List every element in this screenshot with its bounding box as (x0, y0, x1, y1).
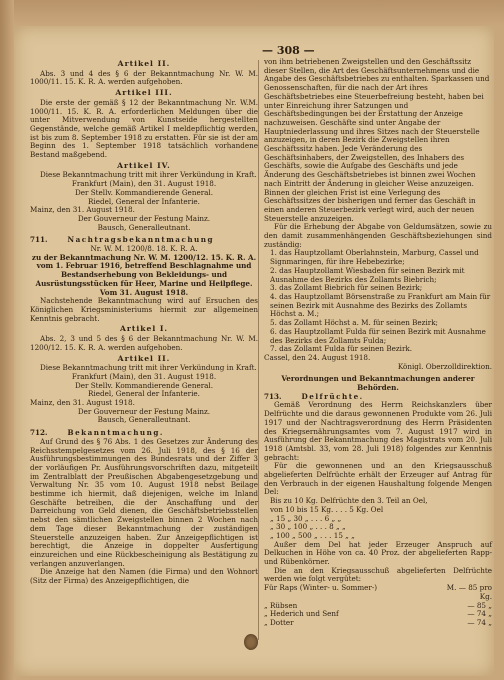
paragraph: Die erste der gemäß § 12 der Bekanntmachung Nr. W.M. 1000/11. 15. K. R. A. erforderlichen Meldungen über die unter Mitverwendung von Kunstseide hergestellten Gegenstände, welche gemäß Artikel I meldepflichtig werden, ist bis zum 8. September 1918 zu erstatten. Für sie ist der am Beginn des 1. September 1918 tatsächlich vorhandene Bestand maßgebend. (30, 97, 258, 160)
section-title: Delfrüchte. (301, 391, 364, 401)
centered-line: Riedel, General der Infanterie. (88, 389, 200, 399)
list-item: 4. das Hauptzollamt Börsenstraße zu Frankfurt am Main für seinen Bezirk mit Ausnahme des Bezirks des Zollamts Höchst a. M.; (270, 291, 491, 319)
centered-line: Der Stellv. Kommandierende General. (74, 380, 214, 390)
centered-line: Der Stellv. Kommandierende General. (74, 187, 214, 197)
list-item: „ 30 „ 100 „ . . . 8 „ „ (270, 522, 346, 532)
price-item: „ Rübsen (264, 600, 298, 610)
paragraph: Die an den Kriegsausschuß abgelieferten Delfrüchte werden wie folgt vergütet: (264, 565, 492, 584)
paragraph: Diese Bekanntmachung tritt mit ihrer Verkündung in Kraft. (40, 170, 257, 180)
page-top-margin (0, 0, 504, 26)
centered-line: Bausch, Generalleutnant. (97, 415, 191, 425)
centered-line: Nr. W. M. 1200/8. 18. K. R. A. (90, 244, 198, 254)
paragraph: Außer dem Del hat jeder Erzeuger Anspruch auf Delkuchen in Höhe von ca. 40 Proz. der abgelieferten Rapp- und Rübenkörner. (264, 539, 492, 567)
paragraph: Nachstehende Bekanntmachung wird auf Ersuchen des Königlichen Kriegsministeriums hiermit zur allgemeinen Kenntnis gebracht. (30, 296, 258, 323)
price-item: Für Raps (Winter- u. Sommer-) (264, 583, 378, 593)
paragraph: Abs. 2, 3 und 5 des § 6 der Bekanntmachung Nr. W. M. 1200/12. 15. K. R. A. werden aufgehoben. (30, 334, 258, 352)
list-item: 1. das Hauptzollamt Oberlahnstein, Marburg, Cassel und Signmaringen, für ihre Hebebezirke; (270, 248, 479, 267)
centered-line: Frankfurt (Main), den 31. August 1918. (71, 371, 217, 381)
list-item: 5. das Zollamt Höchst a. M. für seinen Bezirk; (270, 318, 438, 328)
price-value: — 74 „ (467, 609, 492, 619)
dateline: Mainz, den 31. August 1918. (30, 205, 135, 215)
section-number: 712. (30, 428, 48, 438)
price-row (264, 619, 492, 628)
section-number: 711. (30, 235, 48, 245)
article-heading: Artikel II. (117, 59, 171, 68)
centered-line: Riedel, General der Infanterie. (88, 196, 200, 206)
section-title: Nachtragsbekanntmachung (67, 235, 215, 245)
paragraph: Abs. 3 und 4 des § 6 der Bekanntmachung Nr. W. M. 1000/11. 15. K. R. A. werden aufgehoben. (30, 68, 258, 87)
paragraph: Diese Bekanntmachung tritt mit ihrer Verkündung in Kraft. (40, 363, 257, 373)
centered-line: zu der Bekanntmachung Nr. W. M. 1200/12. 15. K. R. A. vom 1. Februar 1916, betreffend Beschlagnahme und Bestandserhebung von Bekleidungs- und Ausrüstungsstücken für Heer, Marine und Heilpflege. (31, 252, 257, 288)
article-heading: Artikel I. (119, 324, 169, 334)
price-row (264, 610, 492, 619)
left-column (30, 58, 258, 586)
page-number: — 308 — (262, 44, 315, 57)
paragraph: Auf Grund des § 76 Abs. 1 des Gesetzes zur Änderung des Reichsstempelgesetzes vom 26. Juli 1918, des § 16 der Ausführungsbestimmungen des Bundesrats und der Ziffer 3 der vorläufigen Pr. Ausführungsvorschriften dazu, mitgeteilt im Zentralblatt der Preußischen Abgabengesetzgebung und Verwaltung Nr. 35 vom 10. August 1918 nebst Beilage bestimme ich hiermit, daß diejenigen, welche im Inland Geschäfte betreiben, die der Anschaffung und der Darreichung von Geld dienen, die Geschäftsbetriebsstellen nebst den sämtlichen Zweigstellen binnen 2 Wochen nach dem Tage dieser Bekanntmachung der zuständigen Steuerstelle anzuzeigen haben. Zur Anzeigepflichtigen ist berechtigt, die Anzeige in doppelter Ausfertigung einzureichen und eine Rückbescheinigung als Bestätigung zu verlangen anzuverlangen. (30, 436, 258, 568)
right-column (264, 58, 492, 628)
signature: Königl. Oberzolldirektion. (397, 361, 492, 371)
price-item: „ Dotter (264, 618, 294, 627)
price-row (264, 584, 492, 601)
price-value: — 85 „ (467, 600, 492, 610)
centered-line: Vom 31. August 1918. (99, 287, 189, 297)
paragraph: Gemäß Verordnung des Herrn Reichskanzlers über Delfrüchte und die daraus gewonnenen Produkte vom 26. Juli 1917 und der Nachtragsverordnung des Herrn Präsidenten des Kriegsernährungsamtes vom 7. August 1917 wird in Ausführung der Bekanntmachung des Magistrats vom 20. Juli 1918 (Amtsbl. 33, vom 28. Juli 1918) folgendes zur Kenntnis gebracht: (264, 400, 492, 462)
centered-line: Bausch, Generalleutnant. (97, 222, 191, 232)
dateline: Cassel, den 24. August 1918. (264, 352, 371, 362)
section-number: 713. (264, 391, 282, 401)
punch-hole (244, 634, 258, 650)
paragraph: von ihm betriebenen Zweigstellen und den Geschäftssitz dieser Stellen, die Art des Geschäftsunternehmens und die Angabe des Geschäftsbetriebes zu enthalten. Sparkassen und Genossenschaften, für die nach der Art ihres Geschäftsbetriebes eine Steuerbefreiung besteht, haben bei unter Einreichung ihrer Satzungen und Geschäftsbedingungen bei der Erstattung der Anzeige nachzuweisen. Geschäfte sind unter Angabe der Hauptniederlassung und ihres Sitzes nach der Steuerstelle anzuzeigen, in deren Bezirk die Zweigstellen ihren Geschäftssitz haben. Jede Veränderung des Geschäftsinhabers, der Zweigstellen, des Inhabers des Geschäfts, sowie die Aufgabe des Geschäfts und jede Änderung des Geschäftsbetriebes ist binnen zwei Wochen nach Eintritt der Änderung in gleicher Weise anzuzeigen. Binnen der gleichen Frist ist eine Verlegung des Geschäftssitzes der bisherigen und ferner das Geschäft in einen anderen Steuerbezirk verlegt wird, auch der neuen Steuerstelle anzuzeigen. (264, 57, 490, 223)
list-item: Bis zu 10 Kg. Delfrüchte den 3. Teil an Oel, (270, 496, 428, 506)
article-heading: Artikel IV. (117, 160, 171, 170)
list-item: 2. das Hauptzollamt Wiesbaden für seinen Bezirk mit Ausnahme des Bezirks des Zollamts Biebrich; (270, 265, 465, 284)
article-heading: Artikel II. (117, 353, 171, 363)
list-item: „ 15 „ 30 „ . . . 6 „ „ (270, 513, 342, 523)
list-item: 3. das Zollamt Biebrich für seinen Bezirk; (270, 283, 423, 293)
price-value: M. — 85 pro Kg. (446, 583, 492, 601)
centered-line: Der Gouverneur der Festung Mainz. (77, 213, 211, 223)
list-item: „ 100 „ 500 „ . . . 15 „ „ (270, 530, 355, 540)
column-divider (258, 60, 259, 640)
list-item: von 10 bis 15 Kg. . . . 5 Kg. Oel (270, 504, 384, 514)
article-heading: Artikel III. (115, 88, 173, 98)
centered-line: Der Gouverneur der Festung Mainz. (77, 406, 211, 416)
page-binding-edge (0, 0, 14, 680)
list-item: 6. das Hauptzollamt Fulda für seinen Bezirk mit Ausnahme des Bezirks des Zollamts Fulda; (270, 326, 486, 345)
price-value: — 74 „ (467, 618, 492, 627)
dateline: Mainz, den 31. August 1918. (30, 398, 135, 408)
price-item: „ Hederich und Senf (264, 609, 339, 619)
section-title: Bekanntmachung. (67, 428, 164, 438)
paragraph: Für die gewonnenen und an den Kriegsausschuß abgelieferten Delfrüchte erhält der Erzeuger auf Antrag für den Verbrauch in der eigenen Haushaltung folgende Mengen Del: (264, 461, 492, 497)
paragraph: Für die Erhebung der Abgabe von Geldumsätzen, sowie zu den damit zusammenhängenden Geschäftsbeziehungen sind zuständig: (264, 222, 492, 249)
centered-line: Frankfurt (Main), den 31. August 1918. (71, 179, 217, 189)
list-item: 7. das Zollamt Fulda für seinen Bezirk. (270, 344, 413, 354)
paragraph: Die Anzeige hat den Namen (die Firma) und den Wohnort (Sitz der Firma) des Anzeigepflichtigen, die (30, 567, 258, 586)
centered-line: Verordnungen und Bekanntmachungen anderer Behörden. (281, 374, 475, 393)
